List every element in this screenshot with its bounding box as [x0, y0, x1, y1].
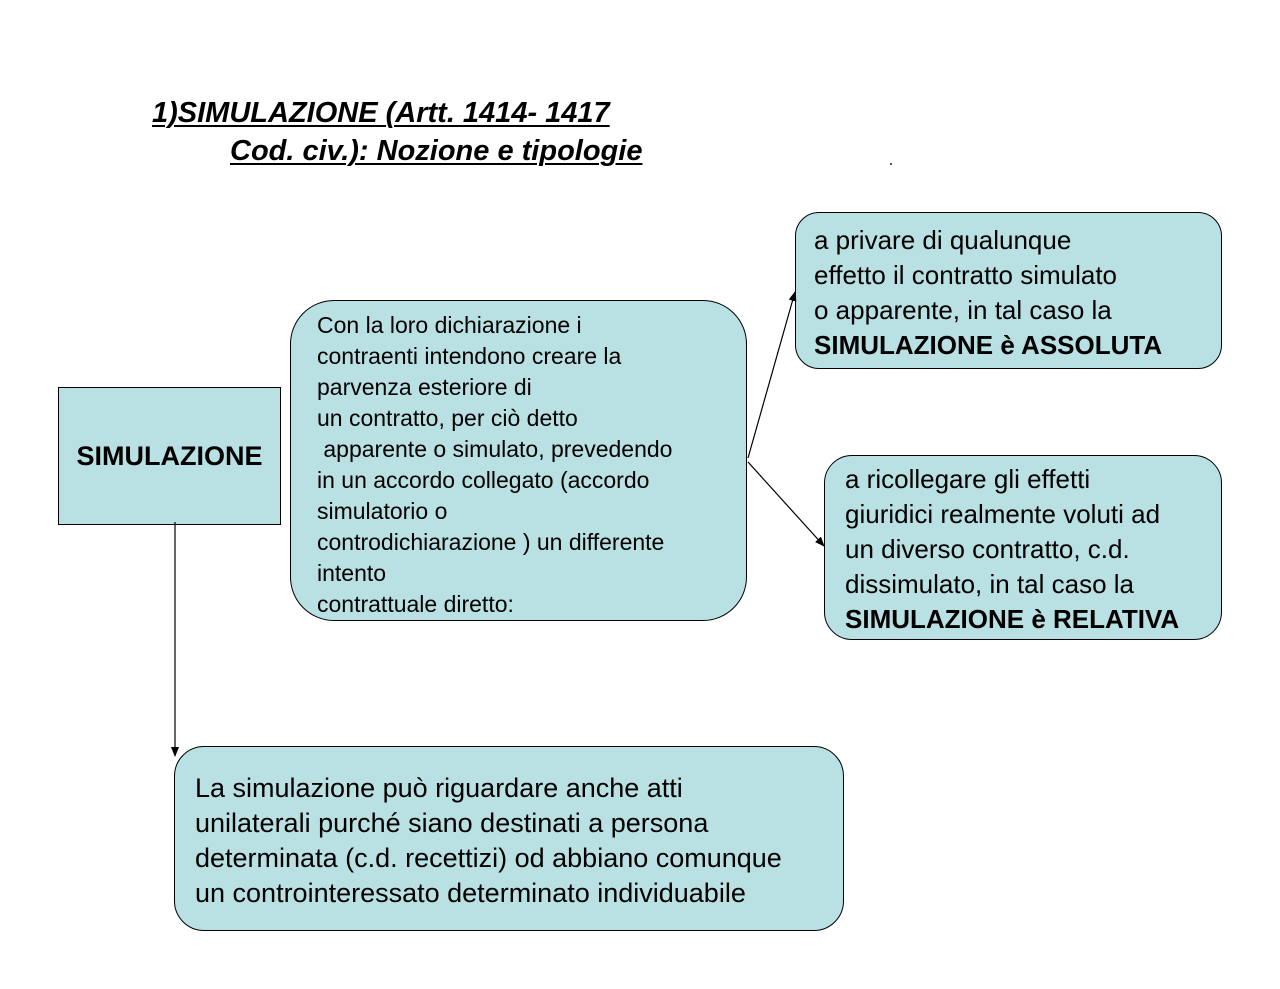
arrow-to-assoluta — [748, 292, 795, 458]
stray-dot — [890, 163, 892, 165]
node-simulazione-assoluta — [795, 212, 1222, 369]
node-simulazione — [58, 387, 281, 525]
node-definizione: Con la loro dichiarazione i contraenti intendono creare la parvenza esteriore di un contratto, per ciò detto apparente o simulato, prevedendo in un accordo collegato (accordo simulatorio o controdichiarazione ) un differente intento contrattuale diretto: — [290, 300, 747, 621]
node-simulazione-label: SIMULAZIONE — [76, 440, 263, 471]
page-title — [152, 94, 642, 170]
page-title-line-1: 1)SIMULAZIONE (Artt. 1414- 1417 — [152, 97, 610, 129]
node-relativa-text: a ricollegare gli effetti giuridici realmente voluti ad un diverso contratto, c.d. dissimulato, in tal caso la — [845, 464, 1161, 599]
node-atti-unilaterali: La simulazione può riguardare anche atti unilaterali purché siano destinati a persona determinata (c.d. recettizi) od abbiano comunque un controinteressato determinato individuabile — [174, 746, 844, 931]
page-title-line-2: Cod. civ.): Nozione e tipologie — [230, 135, 643, 167]
node-assoluta-text: a privare di qualunque effetto il contratto simulato o apparente, in tal caso la — [814, 225, 1118, 325]
arrow-to-relativa — [748, 462, 824, 546]
node-relativa-emphasis: SIMULAZIONE è RELATIVA — [845, 604, 1180, 634]
node-assoluta-emphasis: SIMULAZIONE è ASSOLUTA — [814, 330, 1163, 360]
node-simulazione-relativa — [824, 455, 1222, 640]
